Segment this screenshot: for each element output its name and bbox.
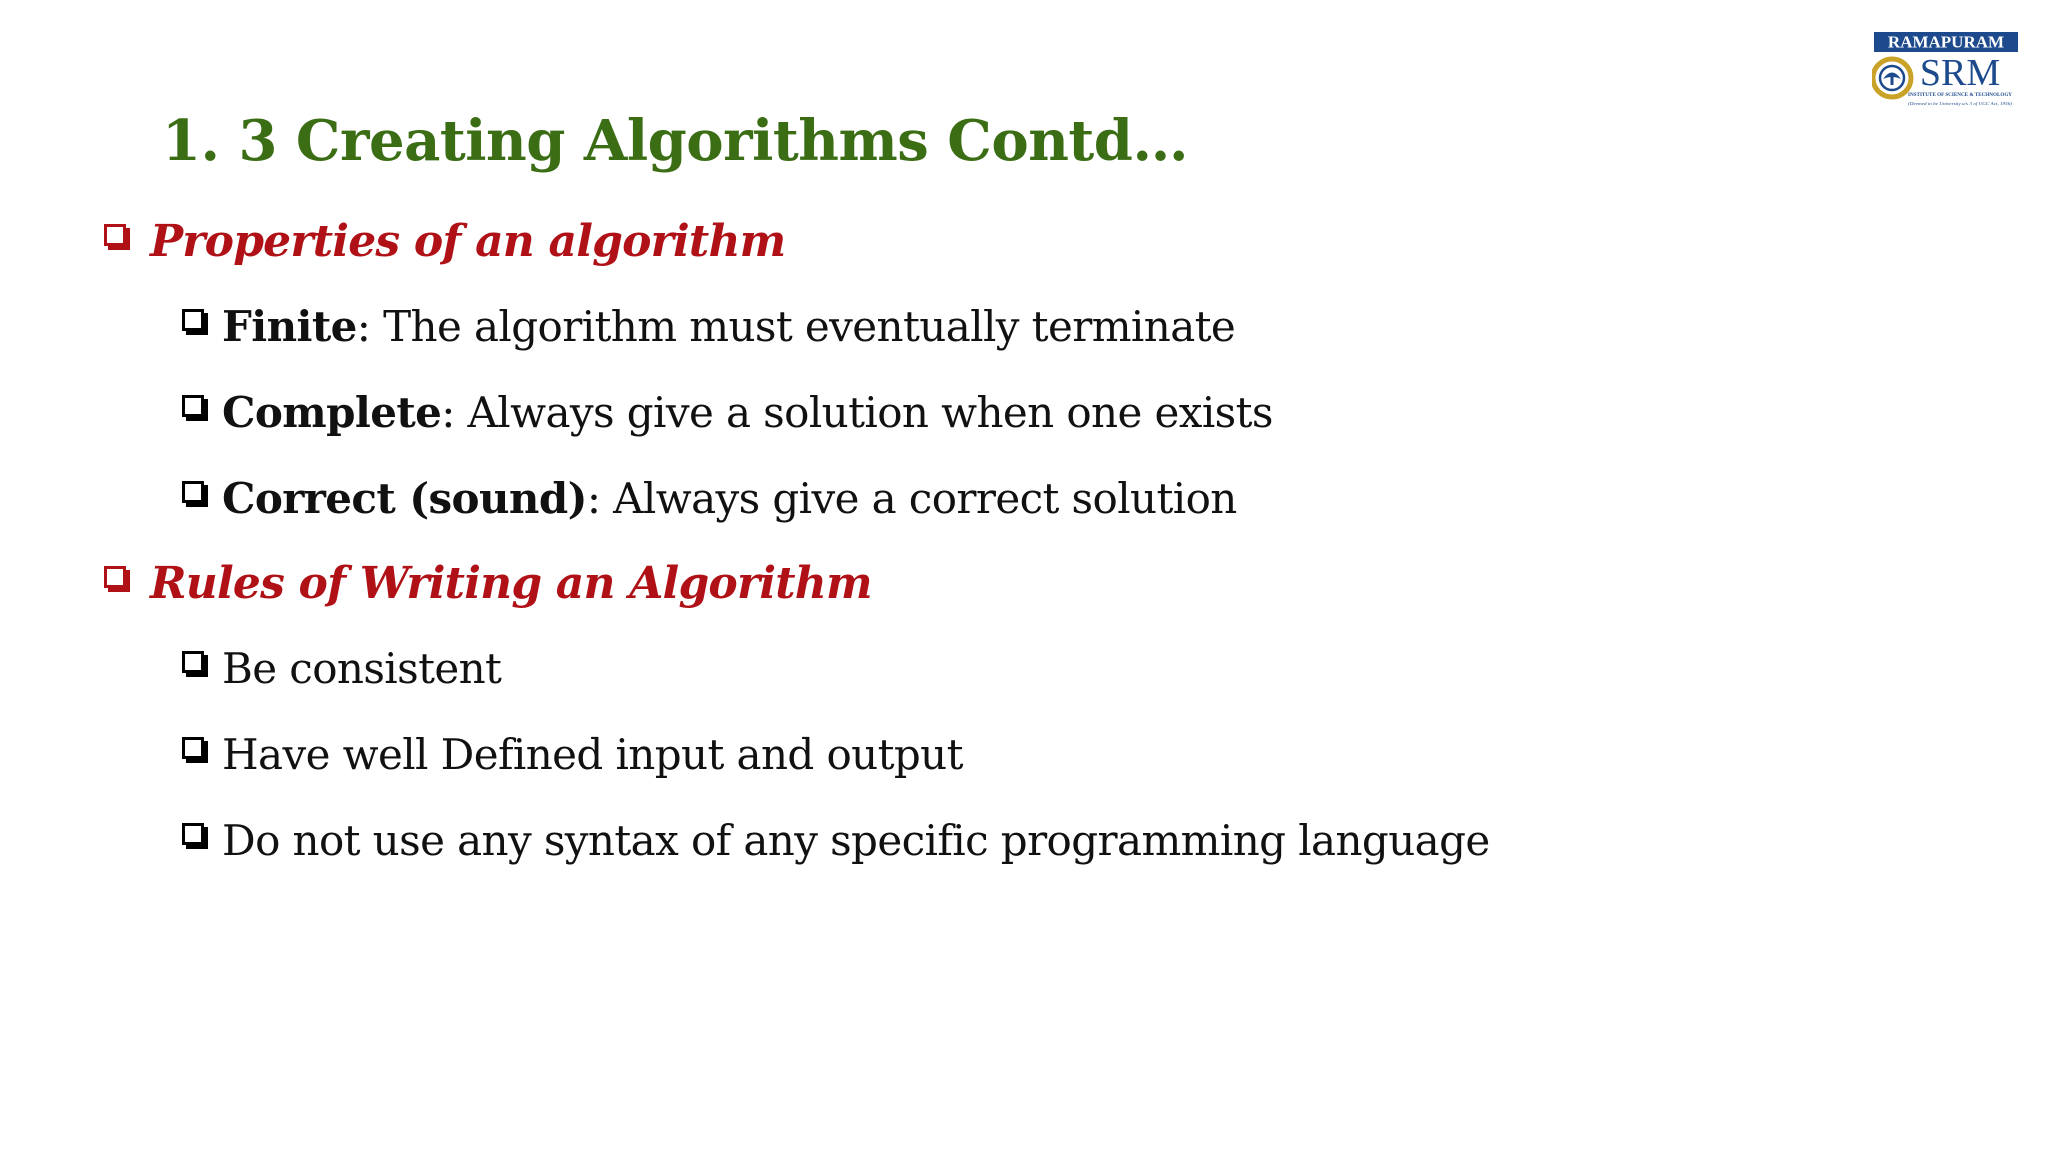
list-item: [182, 388, 1273, 437]
checkbox-bullet-icon: [182, 823, 204, 845]
list-item-text: [222, 302, 1235, 351]
list-item: [182, 302, 1235, 351]
list-item-description: : Always give a solution when one exists: [441, 388, 1273, 437]
checkbox-bullet-icon: [104, 566, 126, 588]
slide-title: 1. 3 Creating Algorithms Contd…: [162, 108, 1188, 174]
list-item-text: [222, 388, 1273, 437]
list-item-description: : Always give a correct solution: [586, 474, 1237, 523]
list-item-text: Have well Defined input and output: [222, 730, 963, 779]
list-item-description: : The algorithm must eventually terminate: [356, 302, 1236, 351]
checkbox-bullet-icon: [182, 737, 204, 759]
checkbox-bullet-icon: [182, 481, 204, 503]
section-heading-text: Properties of an algorithm: [150, 216, 786, 267]
logo-tiny-text: (Deemed to be University u/s 3 of UGC Act, 1956): [1908, 101, 2001, 106]
checkbox-bullet-icon: [182, 309, 204, 331]
srm-logo: [1872, 32, 2020, 112]
list-item: [182, 816, 1490, 865]
section-heading-rules: [104, 558, 872, 609]
logo-sub-text: INSTITUTE OF SCIENCE & TECHNOLOGY: [1908, 92, 2012, 98]
list-item-text: [222, 474, 1237, 523]
list-item: [182, 644, 501, 693]
list-item-text: Be consistent: [222, 644, 502, 693]
checkbox-bullet-icon: [104, 224, 126, 246]
list-item: [182, 730, 963, 779]
section-heading-text: Rules of Writing an Algorithm: [150, 558, 872, 609]
list-item: [182, 474, 1237, 523]
list-item-text: Do not use any syntax of any specific programming language: [222, 816, 1490, 865]
logo-name: SRM: [1919, 52, 2001, 94]
list-item-term: Complete: [222, 388, 442, 437]
list-item-term: Finite: [222, 302, 357, 351]
checkbox-bullet-icon: [182, 395, 204, 417]
list-item-term: Correct (sound): [222, 474, 587, 523]
section-heading-properties: [104, 216, 785, 267]
checkbox-bullet-icon: [182, 651, 204, 673]
logo-top-text: RAMAPURAM: [1887, 32, 2005, 52]
